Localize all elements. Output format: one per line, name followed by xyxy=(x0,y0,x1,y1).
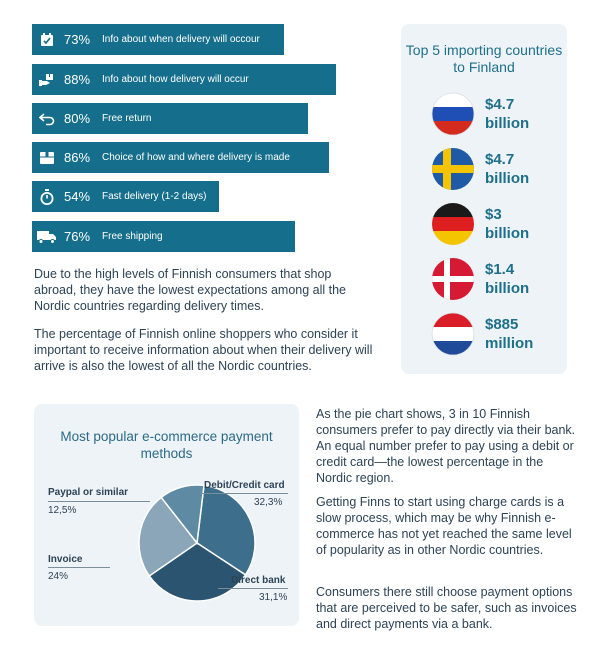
truck-icon xyxy=(32,230,62,244)
bar-label: Free shipping xyxy=(102,231,163,242)
importer-row-sweden xyxy=(431,146,561,192)
leader-line-invoice xyxy=(48,567,110,568)
bar-percent: 86% xyxy=(64,150,91,165)
bar-percent: 88% xyxy=(64,72,91,87)
bar-delivery-choice xyxy=(32,142,329,173)
delivery-info-icon xyxy=(32,73,62,87)
netherlands-flag-icon xyxy=(431,312,475,356)
importer-value: $3 billion xyxy=(485,206,530,242)
bar-free-return xyxy=(32,103,308,134)
label-debit: Debit/Credit card xyxy=(204,480,285,491)
bar-delivery-how xyxy=(32,64,336,95)
bar-fast-delivery xyxy=(32,181,219,212)
bar-label: Choice of how and where delivery is made xyxy=(102,152,290,163)
leader-line-paypal xyxy=(48,501,150,502)
payment-methods-card xyxy=(34,404,299,626)
sweden-flag-icon xyxy=(431,147,475,191)
importer-value: $4.7 billion xyxy=(485,96,530,132)
value-paypal: 12,5% xyxy=(48,505,77,516)
pie-title-text: Most popular e-commerce payment methods xyxy=(60,429,273,461)
value-invoice: 24% xyxy=(48,571,69,582)
payment-paragraph-1: As the pie chart shows, 3 in 10 Finnish consumers prefer to pay directly via their bank. An equal number prefer to pay using a debit or credit card—the lowest percentage in the Nordic region. xyxy=(316,407,576,485)
bar-label: Fast delivery (1-2 days) xyxy=(102,191,207,202)
importer-value: $4.7 billion xyxy=(485,151,530,187)
package-icon xyxy=(32,151,62,165)
leader-line-direct xyxy=(218,588,288,589)
bar-percent: 80% xyxy=(64,111,91,126)
leader-line-debit xyxy=(200,493,288,494)
importer-row-russia xyxy=(431,91,561,137)
stopwatch-icon xyxy=(32,189,62,205)
bar-delivery-when xyxy=(32,24,284,55)
bar-percent: 76% xyxy=(64,229,91,244)
russia-flag-icon xyxy=(431,92,475,136)
denmark-flag-icon xyxy=(431,257,475,301)
label-direct: Direct bank xyxy=(231,575,286,586)
label-paypal: Paypal or similar xyxy=(48,487,129,498)
importer-row-netherlands xyxy=(431,311,561,357)
bar-percent: 54% xyxy=(64,189,91,204)
payment-paragraph-2: Getting Finns to start using charge cards is a slow process, which may be why Finnish e-commerce has not yet reached the same level of popularity as in other Nordic countries. xyxy=(316,495,572,557)
delivery-expectations-paragraph: Due to the high levels of Finnish consumers that shop abroad, they have the lowest expectations among all the Nordic countries regarding delivery times. xyxy=(34,267,347,313)
bar-label: Info about when delivery will occour xyxy=(102,34,260,45)
return-arrow-icon xyxy=(32,112,62,126)
germany-flag-icon xyxy=(431,202,475,246)
bar-free-shipping xyxy=(32,221,295,252)
payment-paragraph-3: Consumers there still choose payment options that are perceived to be safer, such as invoices and direct payments via a bank. xyxy=(316,585,577,631)
importer-value: $885 million xyxy=(485,316,534,352)
importer-value: $1.4 billion xyxy=(485,261,530,297)
calendar-check-icon xyxy=(32,33,62,47)
importers-title: Top 5 importing countries to Finland xyxy=(405,42,563,75)
bar-label: Info about how delivery will occur xyxy=(102,74,249,85)
delivery-info-paragraph: The percentage of Finnish online shoppers who consider it important to receive information about when their delivery will arrive is also the lowest of all the Nordic countries. xyxy=(34,327,373,373)
importer-row-germany xyxy=(431,201,561,247)
label-invoice: Invoice xyxy=(48,554,83,565)
bar-percent: 73% xyxy=(64,32,91,47)
value-direct: 31,1% xyxy=(259,592,288,603)
importer-row-denmark xyxy=(431,256,561,302)
bar-label: Free return xyxy=(102,113,152,124)
value-debit: 32,3% xyxy=(254,497,283,508)
importers-card xyxy=(401,24,567,374)
